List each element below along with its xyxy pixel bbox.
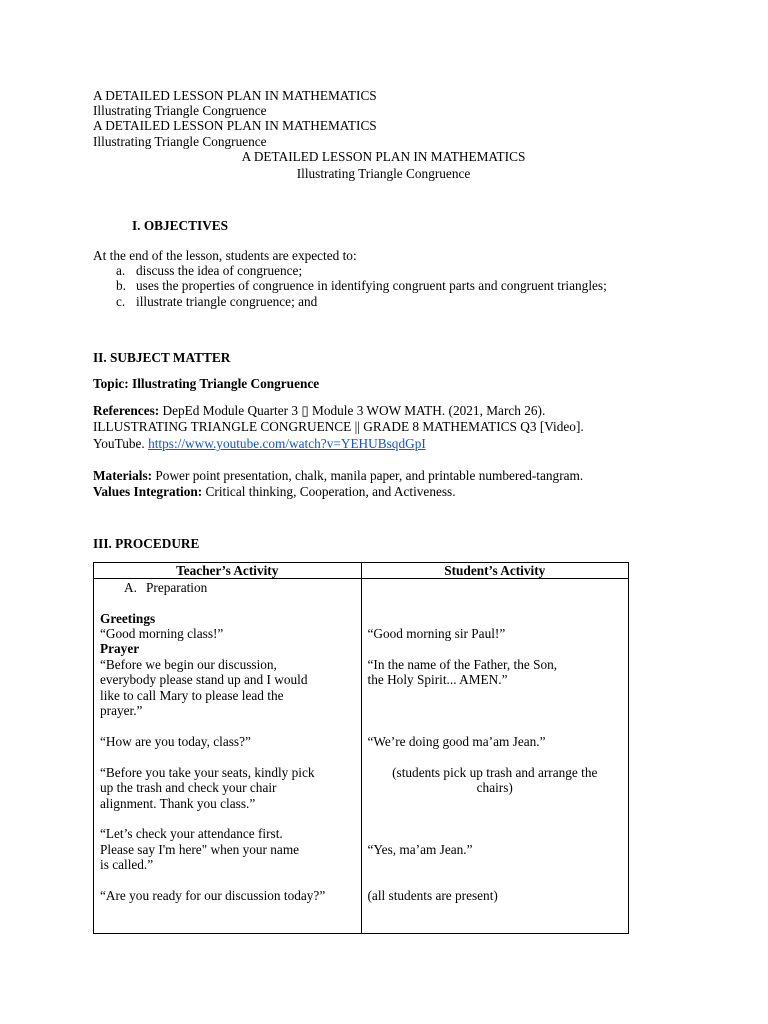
list-item-text: uses the properties of congruence in identifying congruent parts and congruent triangles; [136,278,607,294]
references-line-2: ILLUSTRATING TRIANGLE CONGRUENCE || GRADE 8 MATHEMATICS Q3 [Video]. [93,419,584,434]
title-line: A DETAILED LESSON PLAN IN MATHEMATICS [93,118,377,133]
subject-matter-heading: II. SUBJECT MATTER [93,350,231,365]
student-line: “Good morning sir Paul!” [367,626,506,641]
teacher-line: up the trash and check your chair [100,780,277,795]
student-line: (all students are present) [367,888,498,903]
preparation-label: Preparation [146,580,208,595]
student-line: “Yes, ma’am Jean.” [367,842,473,857]
references-line-3 [93,436,426,451]
procedure-table [93,562,629,934]
list-marker: a. [116,263,126,278]
student-line: (students pick up trash and arrange the [392,765,598,780]
teacher-line: “Before we begin our discussion, [100,657,277,672]
references-line [93,403,545,418]
student-line: “We’re doing good ma’am Jean.” [367,734,546,749]
teacher-column-header: Teacher’s Activity [94,563,362,579]
subtitle-line: Illustrating Triangle Congruence [93,134,267,149]
student-activity-cell [361,579,629,934]
objectives-list [93,263,607,309]
teacher-line: “Good morning class!” [100,626,224,641]
reference-link[interactable]: https://www.youtube.com/watch?v=YEHUBsqdGpI [148,436,426,451]
teacher-line: “Are you ready for our discussion today?” [100,888,326,903]
list-item-text: illustrate triangle congruence; and [136,293,318,309]
teacher-line: “Before you take your seats, kindly pick [100,765,315,780]
student-line: chairs) [476,780,513,795]
list-item-text: discuss the idea of congruence; [136,263,303,278]
subtitle-line: Illustrating Triangle Congruence [93,103,267,118]
list-item [93,278,607,293]
list-marker: b. [116,278,126,294]
teacher-line: prayer.” [100,703,143,718]
teacher-activity-cell [94,579,362,934]
references-source: YouTube. [93,436,145,451]
materials-label: Materials: [93,468,153,483]
references-text: DepEd Module Quarter 3 ▯ Module 3 WOW MATH. (2021, March 26). [162,403,546,418]
teacher-line: “Let’s check your attendance first. [100,826,283,841]
table-header-row [94,563,629,579]
teacher-line: is called.” [100,857,154,872]
values-label: Values Integration: [93,484,203,499]
teacher-line: “How are you today, class?” [100,734,251,749]
table-row [94,579,629,934]
teacher-line: alignment. Thank you class.” [100,796,256,811]
page-subtitle: Illustrating Triangle Congruence [296,166,471,181]
list-item [93,294,607,309]
values-text: Critical thinking, Cooperation, and Activeness. [205,484,456,499]
teacher-line: everybody please stand up and I would [100,672,308,687]
objectives-intro: At the end of the lesson, students are expected to: [93,248,357,263]
student-line: “In the name of the Father, the Son, [367,657,558,672]
materials-text: Power point presentation, chalk, manila paper, and printable numbered-tangram. [155,468,584,483]
list-item [93,263,607,278]
prayer-label: Prayer [100,641,140,656]
values-line [93,484,456,499]
materials-line [93,468,583,483]
teacher-line: Please say I'm here" when your name [100,842,300,857]
procedure-heading: III. PROCEDURE [93,536,200,551]
student-line: the Holy Spirit... AMEN.” [367,672,508,687]
objectives-heading: I. OBJECTIVES [132,218,229,233]
teacher-line: like to call Mary to please lead the [100,688,284,703]
list-marker: A. [124,580,137,595]
list-marker: c. [116,293,126,309]
page-title: A DETAILED LESSON PLAN IN MATHEMATICS [241,149,526,164]
student-column-header: Student’s Activity [361,563,629,579]
topic-line: Topic: Illustrating Triangle Congruence [93,376,320,391]
greetings-label: Greetings [100,611,156,626]
references-label: References: [93,403,160,418]
title-line: A DETAILED LESSON PLAN IN MATHEMATICS [93,88,377,103]
